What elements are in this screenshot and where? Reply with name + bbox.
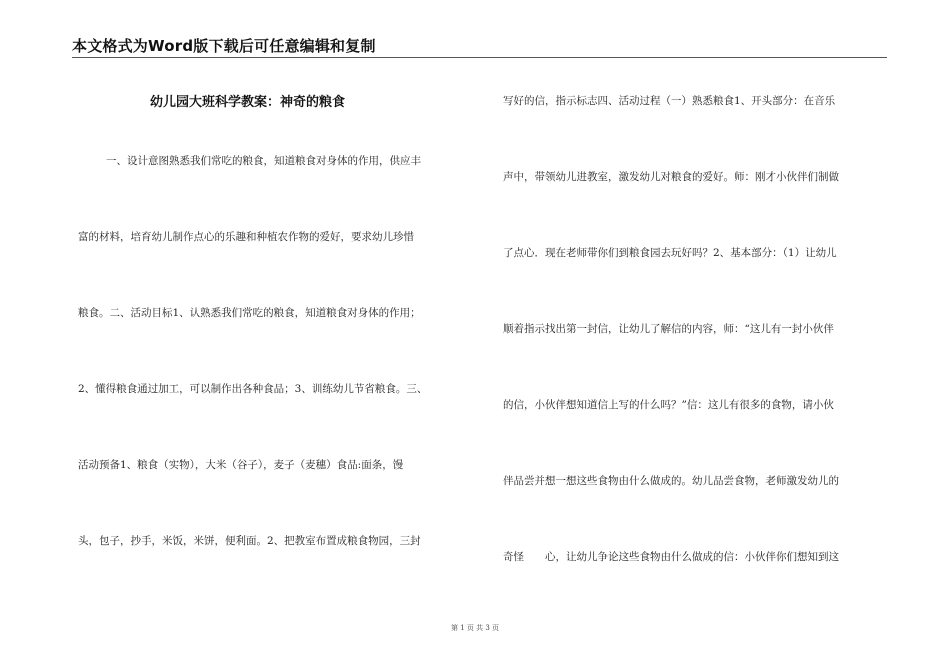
body-line: 头，包子，抄手，米饭，米饼，便利面。2、把教室布置成粮食物园，三封	[78, 535, 421, 547]
body-line: 顺着指示找出第一封信，让幼儿了解信的内容，师：“这儿有一封小伙伴	[503, 323, 834, 335]
body-line: 了点心．现在老师带你们到粮食园去玩好吗？2、基本部分：（1）让幼儿	[503, 247, 837, 259]
left-column	[78, 123, 468, 579]
body-line: 声中，带领幼儿进教室，激发幼儿对粮食的爱好。师：刚才小伙伴们制做	[503, 171, 839, 183]
document-header: 本文格式为Word版下载后可任意编辑和复制	[72, 37, 376, 55]
body-line: 活动预备1、粮食（实物），大米（谷子），麦子（麦穗）食品:面条，馒	[78, 459, 404, 471]
body-line: 富的材料，培育幼儿制作点心的乐趣和种植农作物的爱好，要求幼儿珍惜	[78, 231, 414, 243]
right-column	[503, 63, 888, 595]
document-title: 幼儿园大班科学教案：神奇的粮食	[150, 95, 346, 110]
body-line: 2、懂得粮食通过加工，可以制作出各种食品；3、训练幼儿节省粮食。三、	[78, 383, 428, 395]
body-line: 伴品尝并想一想这些食物由什么做成的。幼儿品尝食物，老师激发幼儿的	[503, 475, 839, 487]
page-number: 第 1 页 共 3 页	[450, 624, 500, 632]
body-line: 奇怪 心，让幼儿争论这些食物由什么做成的信：小伙伴你们想知到这	[503, 551, 839, 563]
header-divider	[72, 57, 887, 58]
body-line: 的信，小伙伴想知道信上写的什么吗？”信：这儿有很多的食物，请小伙	[503, 399, 834, 411]
body-line: 写好的信，指示标志四、活动过程（一）熟悉粮食1、开头部分：在音乐	[503, 95, 836, 107]
body-line: 粮食。二、活动目标1、认熟悉我们常吃的粮食，知道粮食对身体的作用；	[78, 307, 421, 319]
body-line: 一、设计意图熟悉我们常吃的粮食，知道粮食对身体的作用，供应丰	[106, 155, 421, 167]
